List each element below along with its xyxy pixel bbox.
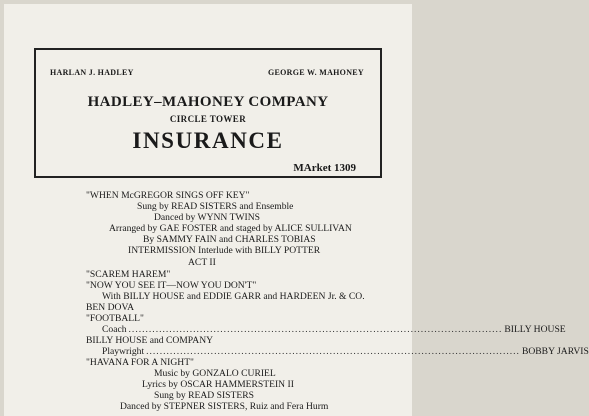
ad-partner-names bbox=[50, 68, 364, 77]
program-line: "SCAREM HAREM" bbox=[86, 269, 171, 280]
program-line: BILLY HOUSE and COMPANY bbox=[86, 335, 214, 346]
program-line: With BILLY HOUSE and EDDIE GARR and HARDEEN Jr. & CO. bbox=[102, 291, 365, 302]
program-line: Music by GONZALO CURIEL bbox=[154, 368, 276, 379]
performer-name: BOBBY JARVIS bbox=[521, 346, 589, 357]
ad-right-name: GEORGE W. MAHONEY bbox=[267, 68, 364, 77]
act-heading: ACT II bbox=[188, 257, 216, 268]
ad-company-name: HADLEY–MAHONEY COMPANY bbox=[87, 94, 329, 110]
insurance-advertisement bbox=[34, 48, 382, 178]
program-line: "FOOTBALL" bbox=[86, 313, 144, 324]
ad-headline: INSURANCE bbox=[132, 128, 284, 153]
program-line: Sung by READ SISTERS bbox=[154, 390, 254, 401]
ad-building-name: CIRCLE TOWER bbox=[169, 114, 247, 124]
program-line: Sung by READ SISTERS and Ensemble bbox=[137, 201, 294, 212]
ad-phone-number: MArket 1309 bbox=[293, 162, 356, 174]
program-line: INTERMISSION Interlude with BILLY POTTER bbox=[128, 245, 321, 256]
role-name: Playwright bbox=[102, 346, 145, 357]
program-line: BEN DOVA bbox=[86, 302, 135, 313]
program-line: "NOW YOU SEE IT—NOW YOU DON'T" bbox=[86, 280, 257, 291]
leader-dots: .............................................................................................................. bbox=[146, 346, 520, 357]
leader-dots: .............................................................................................................. bbox=[128, 324, 503, 335]
cast-row bbox=[102, 346, 589, 357]
program-line: "HAVANA FOR A NIGHT" bbox=[86, 357, 194, 368]
cast-row bbox=[102, 324, 566, 335]
performer-name: BILLY HOUSE bbox=[504, 324, 566, 335]
program-line: Arranged by GAE FOSTER and staged by ALICE SULLIVAN bbox=[109, 223, 352, 234]
program-line: By SAMMY FAIN and CHARLES TOBIAS bbox=[143, 234, 316, 245]
program-line: Danced by WYNN TWINS bbox=[154, 212, 260, 223]
program-line: Danced by STEPNER SISTERS, Ruiz and Fera Hurm bbox=[120, 401, 329, 412]
role-name: Coach bbox=[102, 324, 127, 335]
program-line: Lyrics by OSCAR HAMMERSTEIN II bbox=[142, 379, 294, 390]
program-line: "WHEN McGREGOR SINGS OFF KEY" bbox=[86, 190, 250, 201]
ad-left-name: HARLAN J. HADLEY bbox=[50, 68, 134, 77]
program-page bbox=[4, 4, 589, 416]
